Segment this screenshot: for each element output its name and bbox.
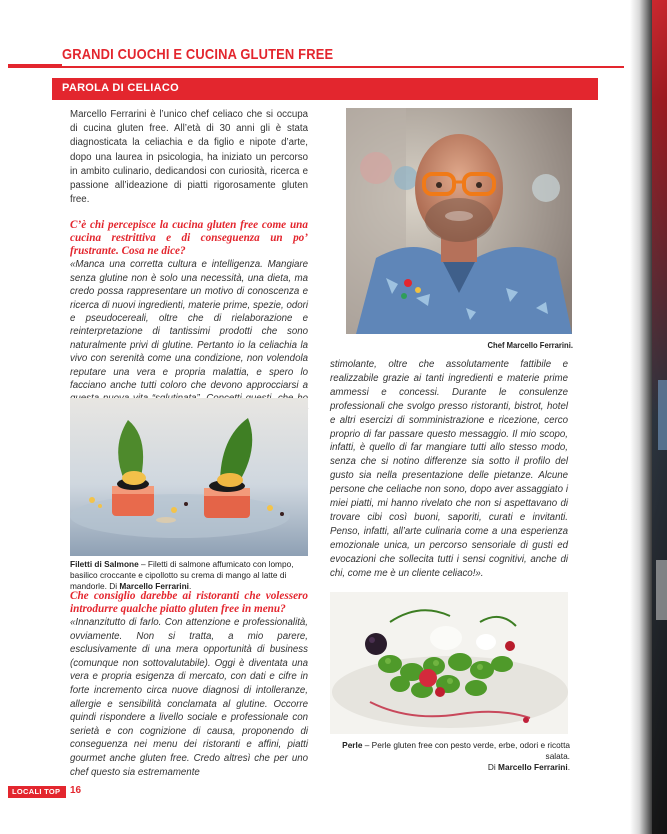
perle-caption-line-1 [330, 740, 570, 762]
answer-2: «Innanzitutto di farlo. Con attenzione e professionalità, ovviamente. Non si tratta, a mio parere, esclusivamente di una mera opportunità di business (comunque non sottovalutabile). Oggi è diventata una vera e propria esigenza di mercato, con dati e cifre in forte incremento circa nuove diagnosi di intolleranze, allergie e sensibilità conclamata al glutine. Occorre quindi rispondere a livello sociale e professionale con serietà e con cognizione di causa, proponendo di conseguenza nei menu dei ristoranti e affini, piatti gourmet anche gluten free. Credo altresì che per uno chef questo sia estremamente [70, 617, 308, 778]
footer-magazine-name: LOCALI TOP [12, 787, 61, 796]
section-band [52, 78, 598, 100]
perle-caption-line-2 [330, 762, 570, 773]
question-1: C’è chi percepisce la cucina gluten free come una cucina restrittiva e di conseguenza un po’ frustrante. Cosa ne dice? [70, 219, 308, 258]
chef-caption: Chef Marcello Ferrarini. [487, 340, 573, 350]
perle-caption-title: Perle [342, 740, 363, 750]
perle-caption [330, 740, 570, 773]
salmone-caption-text: – Filetti di salmone affumicato con lompo, basilico croccante e cipollotto su crema di mango al latte di mandorle. Di [70, 559, 294, 591]
page-number: 16 [70, 785, 82, 796]
perle-caption-text: – Perle gluten free con pesto verde, erbe, odori e ricotta salata. [362, 740, 570, 761]
salmone-caption-end: . [188, 581, 192, 591]
intro-paragraph: Marcello Ferrarini è l’unico chef celiaco che si occupa di cucina gluten free. All’età di 30 anni gli è stata diagnosticata la celiachia e da figlio e nipote d’arte, dopo una laurea in psicologia, ha iniziato un percorso in ambito culinario, dedicandosi con curiosità, ricerca e passione all’ideazione di piatti rigorosamente gluten free. [70, 109, 308, 206]
perle-caption-author: Marcello Ferrarini [498, 762, 568, 772]
band-label: PAROLA DI CELIACO [62, 82, 179, 94]
right-column-text [330, 358, 568, 581]
left-column-bottom [70, 590, 308, 779]
perle-caption-end: . [567, 762, 570, 772]
left-column-top [70, 108, 308, 433]
perle-caption-prefix: Di [487, 762, 499, 772]
salmone-caption-author: Marcello Ferrarini [119, 581, 189, 591]
page-edge-decoration [630, 0, 667, 834]
perle-dish-photo [330, 592, 568, 734]
chef-portrait-photo [346, 108, 572, 334]
section-title: GRANDI CUOCHI E CUCINA GLUTEN FREE [62, 46, 334, 63]
answer-1: «Manca una corretta cultura e intelligenza. Mangiare senza glutine non è solo una necessità, una dieta, ma credo possa rappresentare un motivo di conoscenza e ricerca di nuovi ingredienti, materie prime, spezie, odori e pseudocereali, oltre che di rielaborazione e reinterpretazione di tantissimi prodotti che sono naturalmente privi di glutine. Pertanto io la celiachia la vivo con serenità come una condizione, non volendola reputare una vera e propria malattia, e spero lo facciano anche tutti coloro che devono approcciarsi a [70, 259, 308, 392]
title-rule [8, 66, 624, 68]
question-2: Che consiglio darebbe ai ristoranti che volessero introdurre qualche piatto gluten free in menu? [70, 590, 308, 615]
salmone-dish-photo [70, 398, 308, 556]
salmone-caption-title: Filetti di Salmone [70, 559, 139, 569]
answer-2-continued: stimolante, oltre che assolutamente fattibile e realizzabile grazie ai tanti ingredienti e materie prime ammessi e concessi. Durante le consulenze professionali che svolgo presso ristoranti, bistrot, hotel e altri esercizi di somministrazione e ricezione, cerco proprio di far passare questo messaggio. Il mio scopo, infatti, è quello di far mangiare tutti allo stesso modo, senza che si notino differenze sia sotto il profilo del gusto sia nella presentazione delle pietanze. Alcune persone che celiache non sono, dopo aver assaggiato i miei piatti, mi hanno rivelato che non si aspettavano di trovare cibi così buoni, saporiti, curati e invitanti. Penso, infatti, all’arte culinaria come a una esperienza emozionale unica, un percorso sensoriale di gusti ed evocazioni che sollecita tutti i sensi cognitivi, anche di chi, come me è un cliente celiaco!». [330, 359, 568, 579]
salmone-caption [70, 559, 310, 592]
footer-magazine-badge [8, 786, 66, 798]
